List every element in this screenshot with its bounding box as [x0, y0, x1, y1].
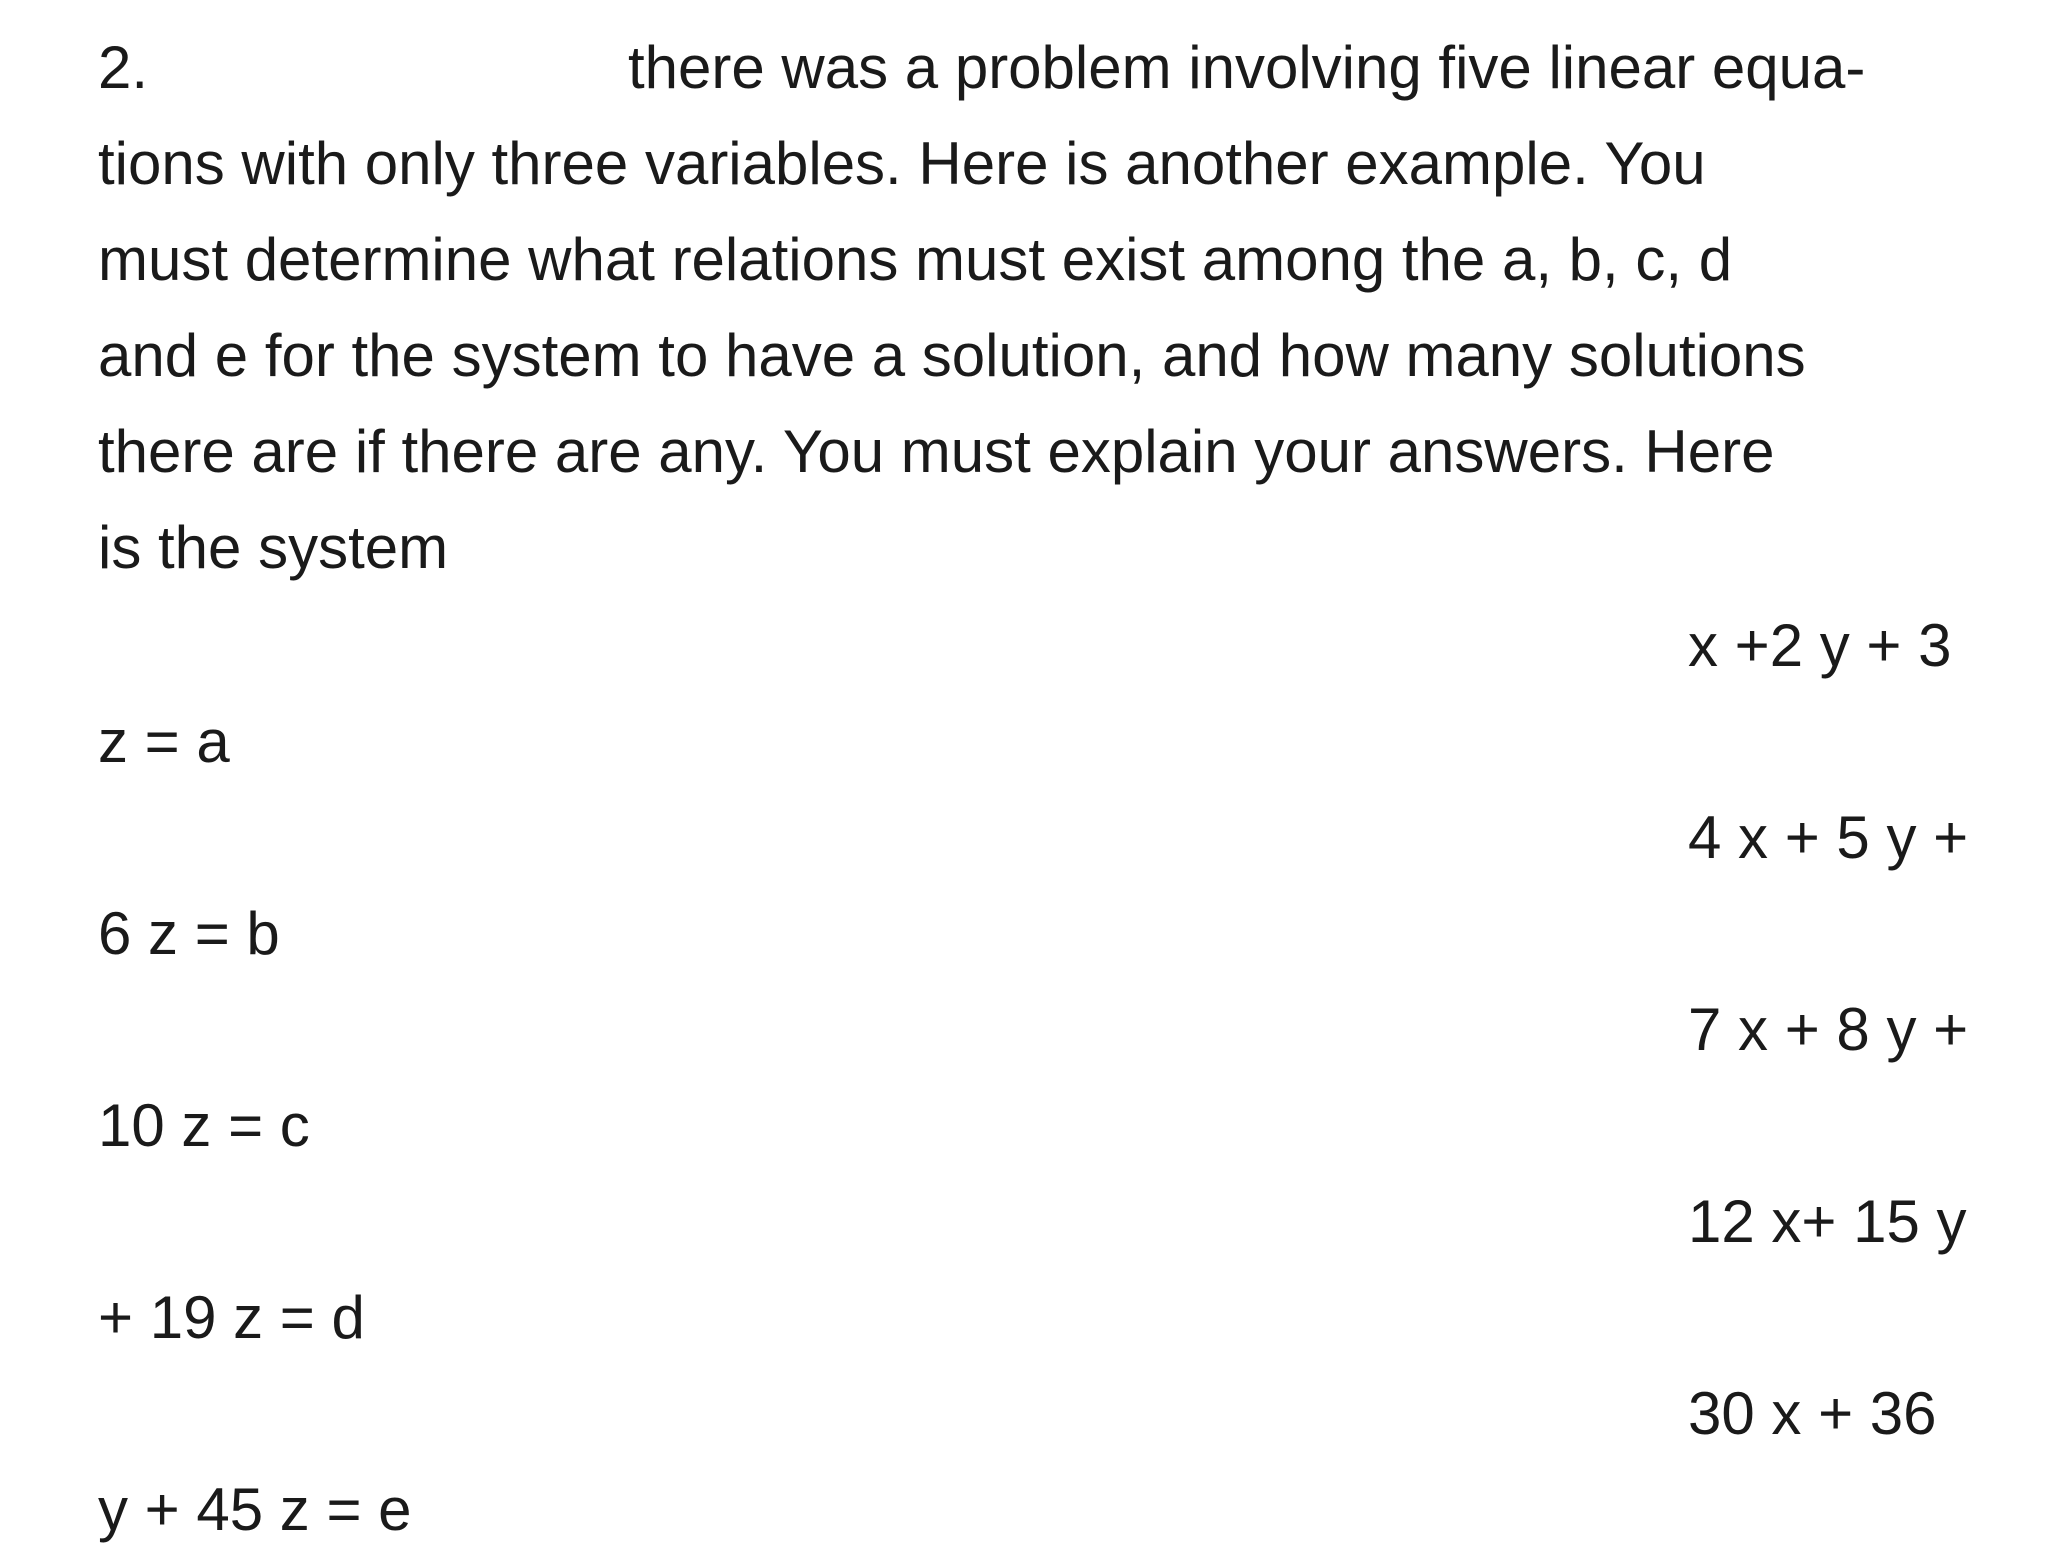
equation-4-rhs-end: + 19 z = d: [98, 1284, 365, 1351]
problem-text-line-3: must determine what relations must exist among the a, b, c, d: [98, 226, 1733, 293]
problem-text-line-5: there are if there are any. You must explain your answers. Here: [98, 418, 1775, 485]
problem-text-line-6: is the system: [98, 514, 449, 581]
equation-2-lhs-start: 4 x + 5 y +: [1688, 804, 1969, 871]
equation-5-lhs-start: 30 x + 36: [1688, 1380, 1937, 1447]
equation-1-lhs-start: x +2 y + 3: [1688, 612, 1952, 679]
problem-number: 2.: [98, 34, 149, 101]
equation-3-rhs-end: 10 z = c: [98, 1092, 310, 1159]
problem-text-line-1: there was a problem involving five linear equa-: [628, 34, 1866, 101]
equation-5-rhs-end: y + 45 z = e: [98, 1476, 412, 1543]
equation-3-lhs-start: 7 x + 8 y +: [1688, 996, 1969, 1063]
equation-4-lhs-start: 12 x+ 15 y: [1688, 1188, 1967, 1255]
equation-1-rhs-end: z = a: [98, 708, 230, 775]
problem-text-line-4: and e for the system to have a solution, and how many solutions: [98, 322, 1806, 389]
problem-text-line-2: tions with only three variables. Here is another example. You: [98, 130, 1706, 197]
equation-2-rhs-end: 6 z = b: [98, 900, 280, 967]
